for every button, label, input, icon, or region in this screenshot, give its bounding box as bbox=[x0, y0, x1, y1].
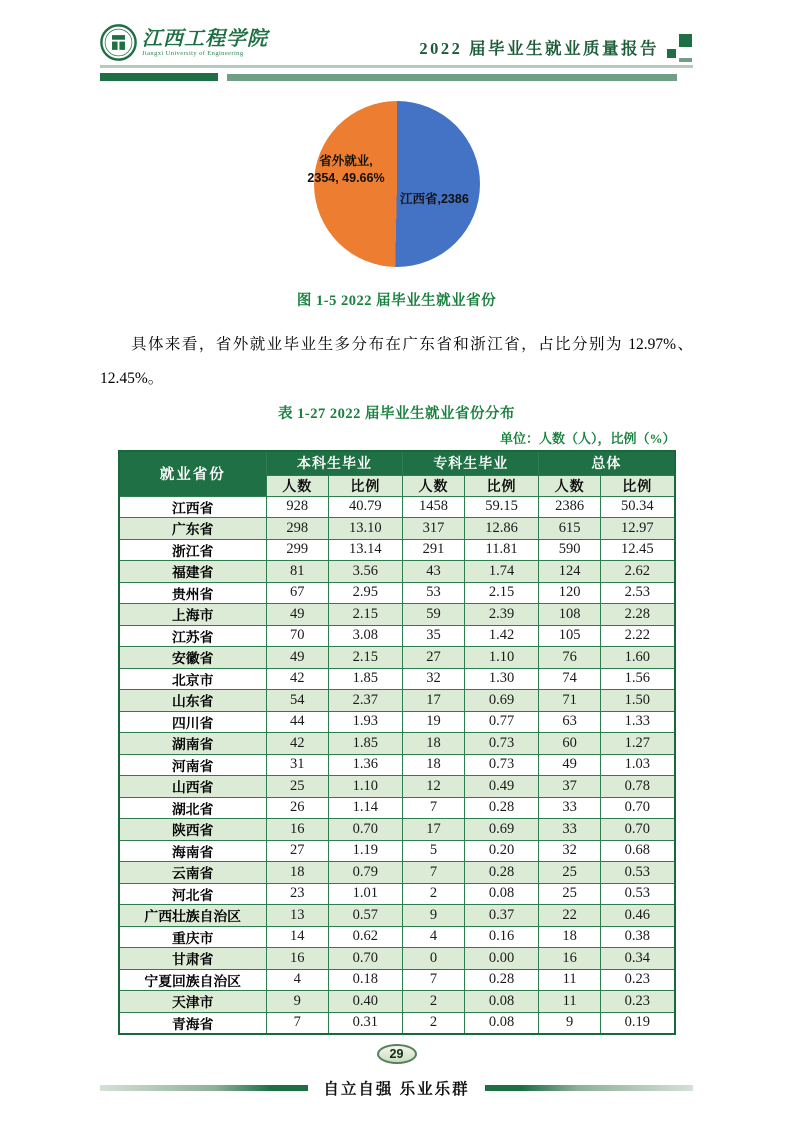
cell-value: 13.10 bbox=[328, 518, 403, 540]
cell-value: 3.56 bbox=[328, 561, 403, 583]
university-name-en: Jiangxi University of Engineering bbox=[142, 49, 244, 57]
header-total: 总体 bbox=[539, 451, 675, 475]
cell-value: 0.16 bbox=[464, 926, 539, 948]
cell-province: 陕西省 bbox=[119, 819, 267, 841]
cell-value: 1.01 bbox=[328, 883, 403, 905]
cell-value: 0.19 bbox=[601, 1012, 675, 1034]
cell-value: 1.27 bbox=[601, 733, 675, 755]
cell-value: 33 bbox=[539, 819, 601, 841]
cell-province: 山东省 bbox=[119, 690, 267, 712]
cell-value: 31 bbox=[266, 754, 328, 776]
cell-value: 1.56 bbox=[601, 668, 675, 690]
cell-value: 7 bbox=[403, 862, 465, 884]
cell-value: 40.79 bbox=[328, 496, 403, 518]
cell-value: 0.57 bbox=[328, 905, 403, 927]
cell-value: 3.08 bbox=[328, 625, 403, 647]
cell-value: 0.00 bbox=[464, 948, 539, 970]
footer-motto: 自立自强 乐业乐群 bbox=[323, 1080, 470, 1098]
cell-value: 7 bbox=[403, 969, 465, 991]
cell-value: 12 bbox=[403, 776, 465, 798]
cell-value: 1.19 bbox=[328, 840, 403, 862]
header-bar-dark bbox=[100, 73, 218, 81]
cell-value: 17 bbox=[403, 690, 465, 712]
cell-value: 0.23 bbox=[601, 991, 675, 1013]
table-row bbox=[119, 926, 675, 948]
cell-value: 18 bbox=[403, 733, 465, 755]
table-row bbox=[119, 733, 675, 755]
subheader-ratio: 比例 bbox=[464, 475, 539, 496]
province-distribution-table bbox=[118, 450, 676, 1035]
cell-value: 16 bbox=[539, 948, 601, 970]
header-bar-sage bbox=[227, 74, 677, 81]
cell-value: 32 bbox=[403, 668, 465, 690]
table-block bbox=[118, 402, 676, 1035]
cell-province: 江西省 bbox=[119, 496, 267, 518]
cell-value: 27 bbox=[266, 840, 328, 862]
cell-value: 1.10 bbox=[464, 647, 539, 669]
cell-value: 12.86 bbox=[464, 518, 539, 540]
cell-value: 2 bbox=[403, 991, 465, 1013]
cell-value: 1.60 bbox=[601, 647, 675, 669]
table-row bbox=[119, 840, 675, 862]
cell-value: 0.70 bbox=[328, 819, 403, 841]
cell-value: 2 bbox=[403, 883, 465, 905]
cell-value: 0.20 bbox=[464, 840, 539, 862]
cell-value: 0.08 bbox=[464, 883, 539, 905]
cell-value: 60 bbox=[539, 733, 601, 755]
table-row bbox=[119, 496, 675, 518]
cell-province: 福建省 bbox=[119, 561, 267, 583]
table-row bbox=[119, 948, 675, 970]
cell-value: 2.22 bbox=[601, 625, 675, 647]
cell-value: 5 bbox=[403, 840, 465, 862]
cell-value: 0.53 bbox=[601, 883, 675, 905]
cell-value: 11.81 bbox=[464, 539, 539, 561]
cell-value: 27 bbox=[403, 647, 465, 669]
table-row bbox=[119, 625, 675, 647]
table-row bbox=[119, 582, 675, 604]
cell-value: 59 bbox=[403, 604, 465, 626]
table-row bbox=[119, 905, 675, 927]
header-junior-college: 专科生毕业 bbox=[403, 451, 539, 475]
cell-value: 124 bbox=[539, 561, 601, 583]
cell-value: 0.08 bbox=[464, 991, 539, 1013]
cell-value: 1.85 bbox=[328, 733, 403, 755]
pie-chart-area bbox=[100, 93, 693, 281]
header-rule bbox=[100, 65, 693, 68]
pie-label-jiangxi: 江西省,2386 bbox=[400, 192, 469, 206]
header-bars bbox=[100, 73, 693, 81]
cell-value: 299 bbox=[266, 539, 328, 561]
footer-bar-right bbox=[485, 1085, 693, 1091]
cell-value: 44 bbox=[266, 711, 328, 733]
cell-value: 2.15 bbox=[464, 582, 539, 604]
cell-value: 120 bbox=[539, 582, 601, 604]
cell-value: 2.28 bbox=[601, 604, 675, 626]
table-body bbox=[119, 496, 675, 1034]
cell-value: 0.34 bbox=[601, 948, 675, 970]
cell-value: 13 bbox=[266, 905, 328, 927]
cell-value: 0.69 bbox=[464, 690, 539, 712]
cell-value: 13.14 bbox=[328, 539, 403, 561]
cell-value: 37 bbox=[539, 776, 601, 798]
cell-province: 云南省 bbox=[119, 862, 267, 884]
cell-value: 2.53 bbox=[601, 582, 675, 604]
cell-value: 2.15 bbox=[328, 604, 403, 626]
cell-value: 298 bbox=[266, 518, 328, 540]
cell-value: 0.08 bbox=[464, 1012, 539, 1034]
table-row bbox=[119, 1012, 675, 1034]
table-row bbox=[119, 518, 675, 540]
cell-value: 16 bbox=[266, 819, 328, 841]
cell-value: 53 bbox=[403, 582, 465, 604]
footer-bar-left bbox=[100, 1085, 308, 1091]
cell-value: 7 bbox=[266, 1012, 328, 1034]
table-row bbox=[119, 969, 675, 991]
cell-province: 河北省 bbox=[119, 883, 267, 905]
cell-province: 宁夏回族自治区 bbox=[119, 969, 267, 991]
cell-value: 291 bbox=[403, 539, 465, 561]
cell-value: 19 bbox=[403, 711, 465, 733]
cell-value: 4 bbox=[266, 969, 328, 991]
cell-value: 0.23 bbox=[601, 969, 675, 991]
cell-value: 18 bbox=[403, 754, 465, 776]
table-unit-note: 单位：人数（人），比例（%） bbox=[499, 431, 676, 447]
cell-value: 2.95 bbox=[328, 582, 403, 604]
cell-province: 浙江省 bbox=[119, 539, 267, 561]
cell-value: 0.40 bbox=[328, 991, 403, 1013]
cell-value: 105 bbox=[539, 625, 601, 647]
cell-value: 0.38 bbox=[601, 926, 675, 948]
cell-value: 49 bbox=[539, 754, 601, 776]
cell-value: 928 bbox=[266, 496, 328, 518]
cell-value: 49 bbox=[266, 647, 328, 669]
table-row bbox=[119, 561, 675, 583]
cell-value: 1.42 bbox=[464, 625, 539, 647]
cell-value: 2 bbox=[403, 1012, 465, 1034]
table-row bbox=[119, 819, 675, 841]
cell-value: 1.03 bbox=[601, 754, 675, 776]
subheader-ratio: 比例 bbox=[328, 475, 403, 496]
cell-value: 0.28 bbox=[464, 862, 539, 884]
cell-value: 0.77 bbox=[464, 711, 539, 733]
cell-value: 0.53 bbox=[601, 862, 675, 884]
table-row bbox=[119, 647, 675, 669]
cell-value: 42 bbox=[266, 668, 328, 690]
table-row bbox=[119, 604, 675, 626]
cell-value: 0.28 bbox=[464, 797, 539, 819]
cell-value: 0.68 bbox=[601, 840, 675, 862]
cell-value: 1.33 bbox=[601, 711, 675, 733]
subheader-count: 人数 bbox=[539, 475, 601, 496]
cell-value: 11 bbox=[539, 969, 601, 991]
table-row bbox=[119, 668, 675, 690]
cell-value: 32 bbox=[539, 840, 601, 862]
subheader-count: 人数 bbox=[266, 475, 328, 496]
cell-value: 1.74 bbox=[464, 561, 539, 583]
table-row bbox=[119, 883, 675, 905]
cell-value: 1.93 bbox=[328, 711, 403, 733]
cell-value: 0.70 bbox=[601, 797, 675, 819]
cell-value: 74 bbox=[539, 668, 601, 690]
cell-value: 9 bbox=[266, 991, 328, 1013]
cell-value: 1.14 bbox=[328, 797, 403, 819]
page-header bbox=[100, 0, 693, 81]
pie-label-out-of-province: 省外就业, 2354, 49.66% bbox=[307, 154, 385, 185]
cell-value: 12.45 bbox=[601, 539, 675, 561]
cell-value: 1.10 bbox=[328, 776, 403, 798]
decorative-squares-icon bbox=[667, 34, 693, 59]
cell-value: 17 bbox=[403, 819, 465, 841]
cell-value: 2.62 bbox=[601, 561, 675, 583]
cell-value: 26 bbox=[266, 797, 328, 819]
cell-value: 0.79 bbox=[328, 862, 403, 884]
cell-province: 广东省 bbox=[119, 518, 267, 540]
table-row bbox=[119, 776, 675, 798]
table-row bbox=[119, 797, 675, 819]
cell-value: 22 bbox=[539, 905, 601, 927]
table-row bbox=[119, 991, 675, 1013]
cell-province: 上海市 bbox=[119, 604, 267, 626]
cell-value: 317 bbox=[403, 518, 465, 540]
university-name-cn: 江西工程学院 bbox=[142, 27, 268, 50]
table-title: 表 1-27 2022 届毕业生就业省份分布 bbox=[278, 406, 515, 423]
cell-value: 590 bbox=[539, 539, 601, 561]
cell-province: 重庆市 bbox=[119, 926, 267, 948]
cell-value: 0.70 bbox=[328, 948, 403, 970]
cell-province: 山西省 bbox=[119, 776, 267, 798]
report-title: 2022 届毕业生就业质量报告 bbox=[419, 39, 659, 58]
cell-value: 0.46 bbox=[601, 905, 675, 927]
cell-value: 35 bbox=[403, 625, 465, 647]
cell-value: 67 bbox=[266, 582, 328, 604]
cell-value: 2.15 bbox=[328, 647, 403, 669]
cell-value: 81 bbox=[266, 561, 328, 583]
cell-province: 青海省 bbox=[119, 1012, 267, 1034]
cell-value: 1458 bbox=[403, 496, 465, 518]
cell-value: 1.36 bbox=[328, 754, 403, 776]
cell-value: 2386 bbox=[539, 496, 601, 518]
table-row bbox=[119, 862, 675, 884]
page-number-badge: 29 bbox=[377, 1044, 417, 1064]
cell-value: 16 bbox=[266, 948, 328, 970]
cell-value: 0.28 bbox=[464, 969, 539, 991]
cell-value: 2.37 bbox=[328, 690, 403, 712]
cell-province: 四川省 bbox=[119, 711, 267, 733]
cell-value: 4 bbox=[403, 926, 465, 948]
cell-value: 0.73 bbox=[464, 754, 539, 776]
footer-motto-row bbox=[100, 1077, 693, 1099]
cell-province: 广西壮族自治区 bbox=[119, 905, 267, 927]
cell-value: 9 bbox=[403, 905, 465, 927]
cell-province: 湖北省 bbox=[119, 797, 267, 819]
university-logo bbox=[100, 24, 268, 61]
cell-value: 14 bbox=[266, 926, 328, 948]
cell-province: 河南省 bbox=[119, 754, 267, 776]
cell-value: 0.37 bbox=[464, 905, 539, 927]
header-province: 就业省份 bbox=[119, 451, 267, 496]
cell-value: 76 bbox=[539, 647, 601, 669]
cell-value: 63 bbox=[539, 711, 601, 733]
cell-province: 北京市 bbox=[119, 668, 267, 690]
table-row bbox=[119, 539, 675, 561]
cell-value: 59.15 bbox=[464, 496, 539, 518]
cell-value: 25 bbox=[539, 862, 601, 884]
cell-value: 43 bbox=[403, 561, 465, 583]
cell-value: 12.97 bbox=[601, 518, 675, 540]
cell-value: 71 bbox=[539, 690, 601, 712]
cell-value: 615 bbox=[539, 518, 601, 540]
cell-value: 0.70 bbox=[601, 819, 675, 841]
cell-value: 49 bbox=[266, 604, 328, 626]
cell-value: 0.69 bbox=[464, 819, 539, 841]
header-undergraduate: 本科生毕业 bbox=[266, 451, 402, 475]
cell-value: 54 bbox=[266, 690, 328, 712]
cell-province: 江苏省 bbox=[119, 625, 267, 647]
table-row bbox=[119, 754, 675, 776]
cell-value: 0.78 bbox=[601, 776, 675, 798]
cell-value: 0.73 bbox=[464, 733, 539, 755]
cell-province: 天津市 bbox=[119, 991, 267, 1013]
cell-value: 0 bbox=[403, 948, 465, 970]
cell-value: 25 bbox=[539, 883, 601, 905]
cell-province: 湖南省 bbox=[119, 733, 267, 755]
cell-value: 70 bbox=[266, 625, 328, 647]
cell-value: 1.50 bbox=[601, 690, 675, 712]
body-paragraph: 具体来看，省外就业毕业生多分布在广东省和浙江省，占比分别为 12.97%、12.45%。 bbox=[100, 336, 693, 388]
cell-value: 0.18 bbox=[328, 969, 403, 991]
subheader-count: 人数 bbox=[403, 475, 465, 496]
table-row bbox=[119, 711, 675, 733]
cell-value: 50.34 bbox=[601, 496, 675, 518]
cell-value: 1.85 bbox=[328, 668, 403, 690]
cell-value: 9 bbox=[539, 1012, 601, 1034]
table-row bbox=[119, 690, 675, 712]
cell-value: 18 bbox=[266, 862, 328, 884]
cell-value: 108 bbox=[539, 604, 601, 626]
cell-province: 甘肃省 bbox=[119, 948, 267, 970]
cell-value: 18 bbox=[539, 926, 601, 948]
cell-value: 1.30 bbox=[464, 668, 539, 690]
subheader-ratio: 比例 bbox=[601, 475, 675, 496]
cell-value: 25 bbox=[266, 776, 328, 798]
table-header bbox=[119, 451, 675, 496]
cell-value: 2.39 bbox=[464, 604, 539, 626]
cell-value: 0.49 bbox=[464, 776, 539, 798]
cell-value: 7 bbox=[403, 797, 465, 819]
cell-value: 42 bbox=[266, 733, 328, 755]
figure-caption: 图 1-5 2022 届毕业生就业省份 bbox=[296, 293, 497, 309]
cell-province: 贵州省 bbox=[119, 582, 267, 604]
cell-province: 海南省 bbox=[119, 840, 267, 862]
cell-value: 23 bbox=[266, 883, 328, 905]
cell-value: 0.31 bbox=[328, 1012, 403, 1034]
university-seal-icon bbox=[100, 24, 137, 61]
cell-value: 33 bbox=[539, 797, 601, 819]
cell-province: 安徽省 bbox=[119, 647, 267, 669]
cell-value: 11 bbox=[539, 991, 601, 1013]
cell-value: 0.62 bbox=[328, 926, 403, 948]
